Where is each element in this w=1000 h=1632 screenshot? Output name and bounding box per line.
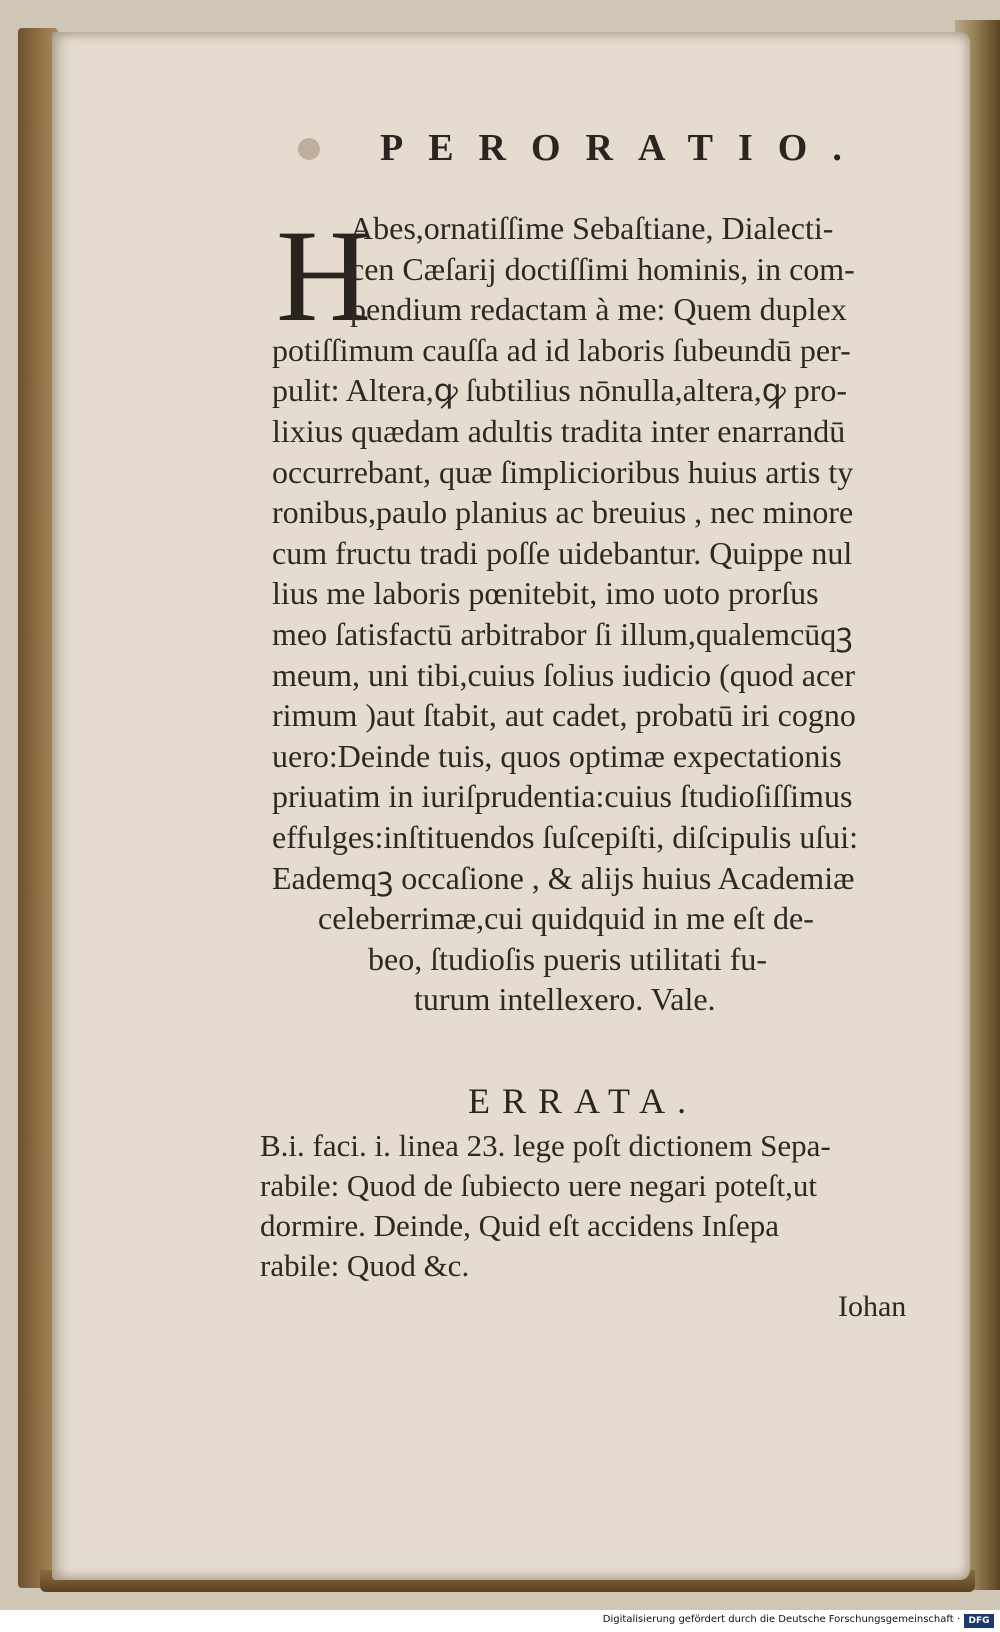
text-line: turum intellexero. Vale. <box>414 981 716 1018</box>
text-line: Abes,ornatiſſime Sebaſtiane, Dialecti- <box>350 210 834 246</box>
text-line: beo, ſtudioſis pueris utilitati fu- <box>368 940 768 977</box>
text-line: pendium redactam à me: Quem duplex <box>350 291 847 328</box>
ink-smudge <box>298 138 320 160</box>
text-line: ronibus,paulo planius ac breuius , nec minore <box>272 494 854 531</box>
running-head: PERORATIO. <box>380 127 867 169</box>
errata-line: rabile: Quod &c. <box>260 1248 470 1283</box>
text-line: celeberrimæ,cui quidquid in me eſt de- <box>318 900 814 937</box>
text-line: Eademqꝫ occaſione , & alijs huius Academiæ <box>272 859 855 896</box>
errata-line: B.i. faci. i. linea 23. lege poſt dictionem Sepa- <box>260 1128 831 1163</box>
text-line: cen Cæſarij doctiſſimi hominis, in com- <box>350 250 855 287</box>
text-line: potiſſimum cauſſa ad id laboris ſubeundū per- <box>272 331 851 368</box>
text-line: uero:Deinde tuis, quos optimæ expectationis <box>272 737 842 774</box>
errata-text <box>260 1126 950 1286</box>
drop-capital: H <box>276 202 372 349</box>
text-line: meo ſatisfactū arbitrabor ſi illum,qualemcūqꝫ <box>272 615 853 652</box>
errata-line: dormire. Deinde, Quid eſt accidens Inſepa <box>260 1208 780 1243</box>
text-line: lixius quædam adultis tradita inter enarrandū <box>272 412 846 449</box>
footer-credit: Digitalisierung gefördert durch die Deutsche Forschungsgemeinschaft · <box>602 1614 960 1625</box>
text-line: priuatim in iuriſprudentia:cuius ſtudioſiſſimus <box>272 778 853 815</box>
text-line: meum, uni tibi,cuius ſolius iudicio (quod acer <box>272 656 856 693</box>
errata-line: rabile: Quod de ſubiecto uere negari poteſt,ut <box>260 1168 817 1203</box>
errata-heading: ERRATA. <box>468 1081 699 1121</box>
text-line: occurrebant, quæ ſimplicioribus huius artis ty <box>272 453 854 490</box>
text-line: cum fructu tradi poſſe uidebantur. Quippe nul <box>272 534 853 571</box>
dfg-logo: DFG <box>964 1614 994 1628</box>
text-line: effulges:inſtituendos ſuſcepiſti, diſcipulis uſui: <box>272 818 859 855</box>
text-line: pulit: Altera,ꝙ ſubtilius nōnulla,altera,ꝙ pro- <box>272 372 848 409</box>
text-line: rimum )aut ſtabit, aut cadet, probatū iri cogno <box>272 697 856 734</box>
text-line: lius me laboris pœnitebit, imo uoto prorſus <box>272 575 819 612</box>
footer-bar <box>0 1612 1000 1632</box>
body-text <box>272 202 952 1020</box>
catchword: Iohan <box>838 1290 907 1323</box>
